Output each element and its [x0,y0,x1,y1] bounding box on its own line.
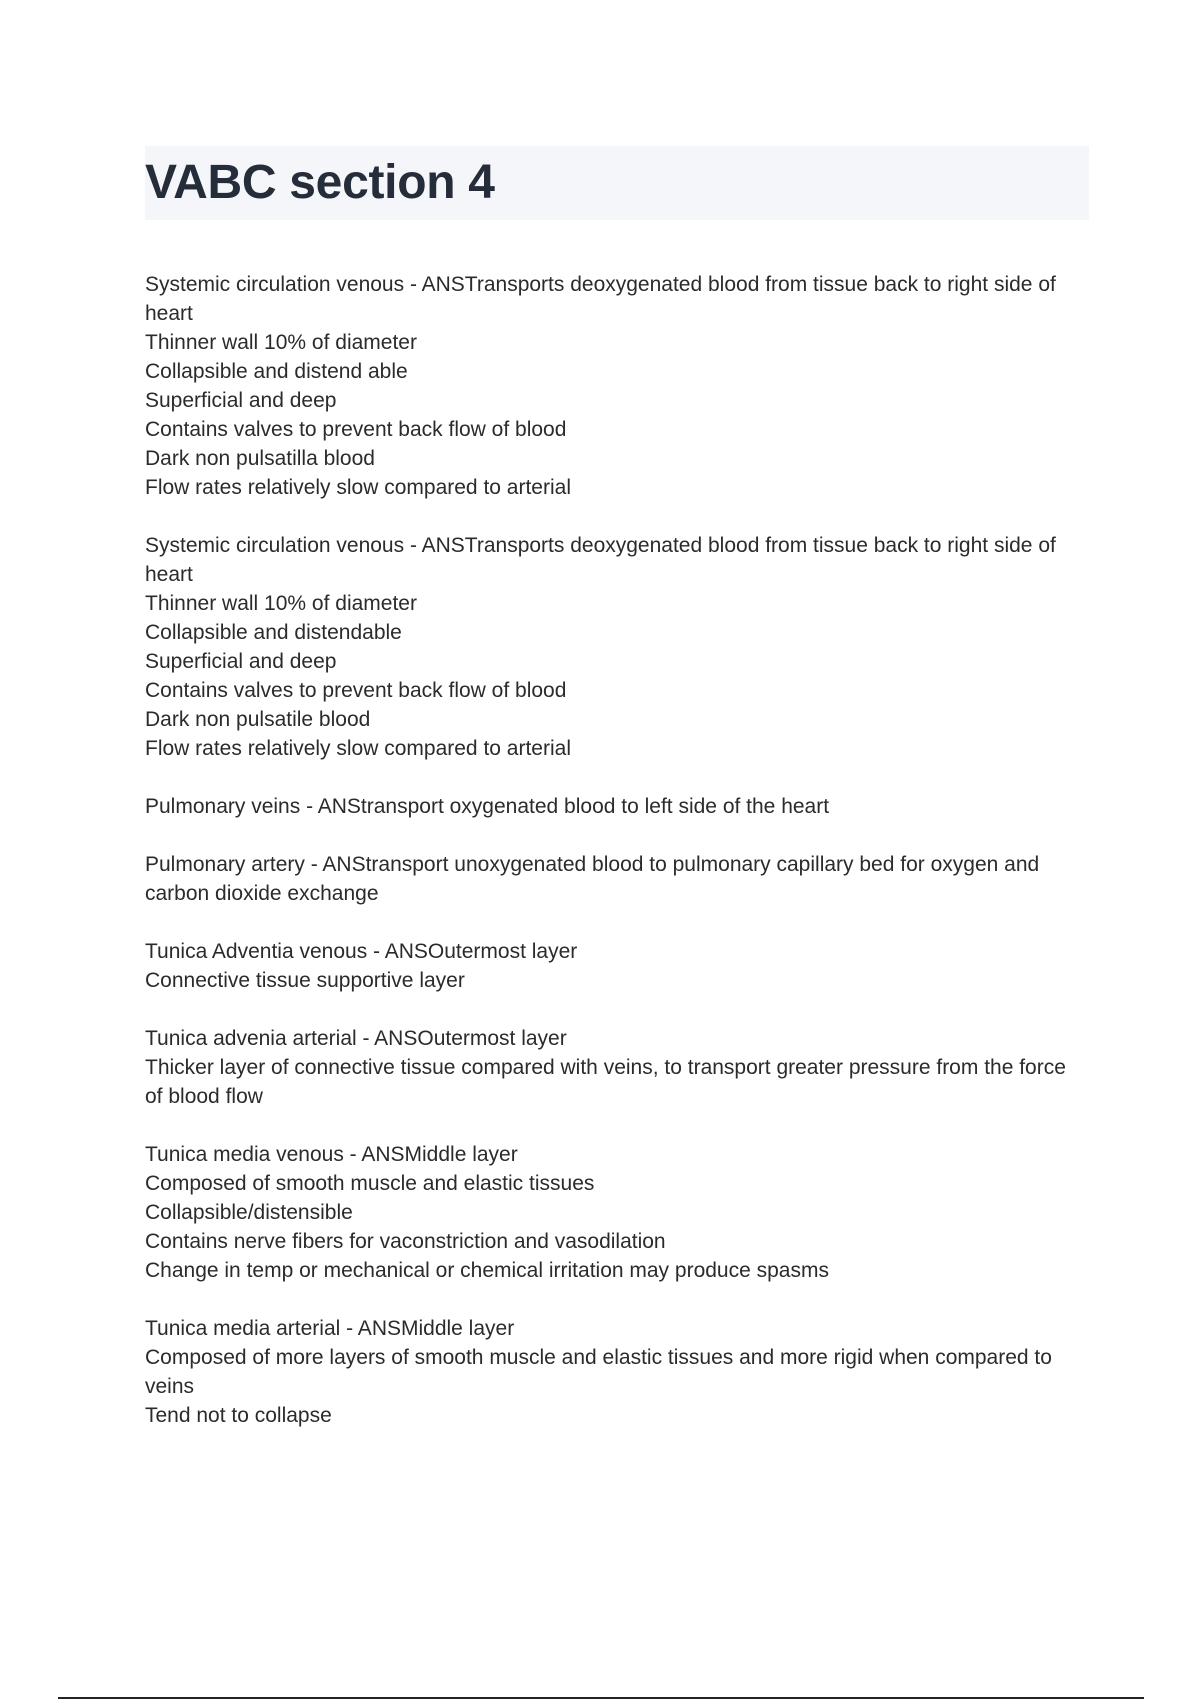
entry-line: Thinner wall 10% of diameter [145,331,417,354]
entry-line: Tend not to collapse [145,1404,332,1427]
flashcard-entry [145,1140,1089,1285]
entry-line: Tunica media arterial - ANSMiddle layer [145,1317,515,1340]
flashcard-entry [145,850,1089,908]
entry-line: Tunica advenia arterial - ANSOutermost layer [145,1027,567,1050]
entry-line: Superficial and deep [145,389,337,412]
entry-line: Contains valves to prevent back flow of blood [145,418,567,441]
flashcard-entry [145,937,1089,995]
entry-line: Change in temp or mechanical or chemical irritation may produce spasms [145,1259,829,1282]
entry-line: Thinner wall 10% of diameter [145,592,417,615]
entry-line: Systemic circulation venous - ANSTransports deoxygenated blood from tissue back to right side of heart [145,273,1056,325]
flashcard-entry [145,792,1089,821]
flashcard-entry [145,270,1089,502]
footer-divider [58,1697,1144,1699]
entry-line: Pulmonary veins - ANStransport oxygenated blood to left side of the heart [145,795,830,818]
entry-line: Superficial and deep [145,650,337,673]
flashcard-entry [145,531,1089,763]
entry-line: Contains nerve fibers for vaconstriction and vasodilation [145,1230,666,1253]
entry-line: Tunica media venous - ANSMiddle layer [145,1143,518,1166]
entry-line: Tunica Adventia venous - ANSOutermost layer [145,940,578,963]
flashcard-entry [145,1314,1089,1430]
entry-line: Thicker layer of connective tissue compared with veins, to transport greater pressure from the force of blood flow [145,1056,1066,1108]
title-banner [145,146,1089,220]
entry-line: Pulmonary artery - ANStransport unoxygenated blood to pulmonary capillary bed for oxygen and carbon dioxide exchange [145,853,1040,905]
entry-line: Dark non pulsatile blood [145,708,371,731]
entry-line: Contains valves to prevent back flow of blood [145,679,567,702]
page-title: VABC section 4 [145,156,495,209]
entry-line: Composed of more layers of smooth muscle and elastic tissues and more rigid when compared to veins [145,1346,1052,1398]
entry-line: Composed of smooth muscle and elastic tissues [145,1172,595,1195]
entry-line: Flow rates relatively slow compared to arterial [145,737,571,760]
entry-line: Connective tissue supportive layer [145,969,465,992]
entry-line: Systemic circulation venous - ANSTransports deoxygenated blood from tissue back to right side of heart [145,534,1056,586]
flashcard-entry [145,1024,1089,1111]
entry-line: Collapsible and distendable [145,621,402,644]
document-body [145,270,1089,1459]
entry-line: Dark non pulsatilla blood [145,447,375,470]
entry-line: Collapsible and distend able [145,360,408,383]
entry-line: Flow rates relatively slow compared to arterial [145,476,571,499]
entry-line: Collapsible/distensible [145,1201,353,1224]
